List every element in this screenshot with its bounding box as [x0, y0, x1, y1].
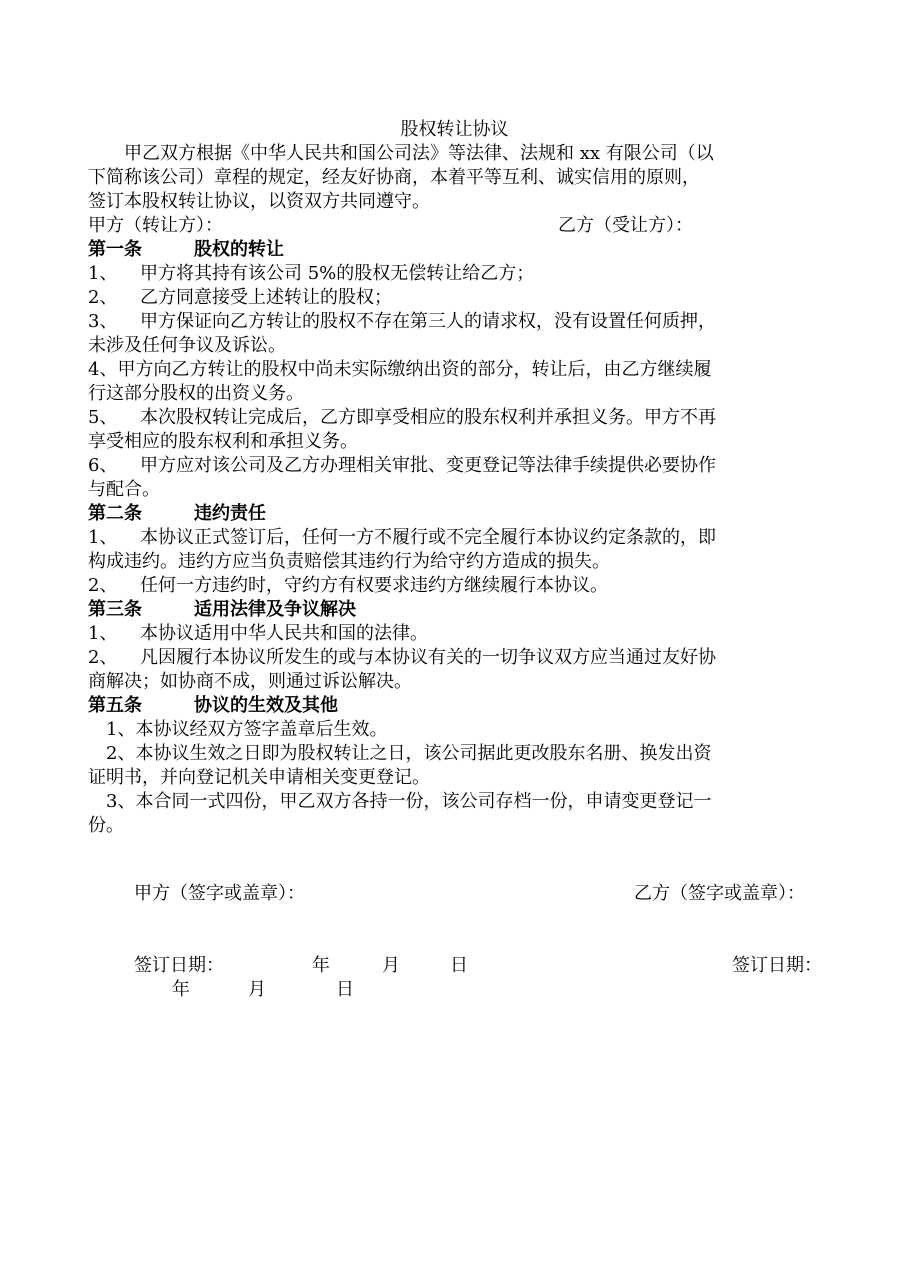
clause — [88, 286, 828, 310]
article-number: 第三条 — [88, 599, 142, 620]
article-number: 第二条 — [88, 503, 142, 524]
clause — [88, 310, 828, 334]
clause-text: 本次股权转让完成后，乙方即享受相应的股东权利并承担义务。甲方不再 — [140, 407, 716, 428]
document-title: 股权转让协议 — [400, 119, 509, 140]
clause-text: 享受相应的股东权利和承担义务。 — [88, 431, 358, 452]
clause-text: 与配合。 — [88, 479, 160, 500]
clause — [88, 262, 828, 286]
party-b-date-month: 月 — [248, 979, 266, 1000]
clause-text: 4、甲方向乙方转让的股权中尚未实际缴纳出资的部分，转让后，由乙方继续履 — [88, 359, 712, 380]
clause-text: 商解决；如协商不成，则通过诉讼解决。 — [88, 671, 412, 692]
clause-number: 6、 — [88, 455, 118, 476]
article-heading — [88, 694, 828, 718]
clause-text: 未涉及任何争议及诉讼。 — [88, 335, 286, 356]
article-title: 违约责任 — [194, 503, 266, 524]
clause — [88, 574, 828, 598]
clause — [88, 406, 828, 430]
party-a-date-day: 日 — [450, 955, 468, 976]
party-a-label: 甲方（转让方）： — [88, 215, 223, 236]
article-title: 股权的转让 — [194, 239, 284, 260]
clause — [88, 526, 828, 550]
preamble-line: 签订本股权转让协议，以资双方共同遵守。 — [88, 191, 430, 212]
clause-number: 2、 — [88, 647, 118, 668]
clause-text: 证明书，并向登记机关申请相关变更登记。 — [88, 767, 430, 788]
clause-text: 甲方保证向乙方转让的股权不存在第三人的请求权，没有设置任何质押， — [140, 311, 716, 332]
preamble-line: 甲乙双方根据《中华人民共和国公司法》等法律、法规和 xx 有限公司（以 — [88, 143, 714, 164]
article-heading — [88, 502, 828, 526]
party-b-date-day: 日 — [336, 979, 354, 1000]
article-heading — [88, 238, 828, 262]
party-b-label: 乙方（受让方）： — [558, 215, 693, 236]
clause — [88, 646, 828, 670]
clause-text: 2、本协议生效之日即为股权转让之日，该公司据此更改股东名册、换发出资 — [88, 743, 712, 764]
clause-text: 凡因履行本协议所发生的或与本协议有关的一切争议双方应当通过友好协 — [140, 647, 716, 668]
party-b-signature-label: 乙方（签字或盖章）： — [634, 883, 805, 904]
article-title: 协议的生效及其他 — [194, 695, 338, 716]
clause-number: 1、 — [88, 527, 118, 548]
clause-number: 2、 — [88, 575, 118, 596]
party-a-date-label: 签订日期： — [134, 955, 224, 976]
clause-text: 本协议正式签订后，任何一方不履行或不完全履行本协议约定条款的，即 — [140, 527, 716, 548]
clause-text: 3、本合同一式四份，甲乙双方各持一份，该公司存档一份，申请变更登记一 — [88, 791, 712, 812]
clause-number: 1、 — [88, 623, 118, 644]
party-a-date-year: 年 — [312, 955, 330, 976]
clause-number: 1、 — [88, 263, 118, 284]
party-a-signature-label: 甲方（签字或盖章）： — [134, 883, 305, 904]
clause — [88, 454, 828, 478]
clause-text: 构成违约。违约方应当负责赔偿其违约行为给守约方造成的损失。 — [88, 551, 610, 572]
preamble-line: 下简称该公司）章程的规定，经友好协商，本着平等互利、诚实信用的原则， — [88, 167, 700, 188]
party-b-date-year: 年 — [172, 979, 190, 1000]
party-b-date-label: 签订日期： — [732, 955, 822, 976]
clause-text: 份。 — [88, 815, 124, 836]
clause-number: 5、 — [88, 407, 118, 428]
clause — [88, 622, 828, 646]
article-heading — [88, 598, 828, 622]
clause-text: 1、本协议经双方签字盖章后生效。 — [88, 719, 388, 740]
clause-text: 本协议适用中华人民共和国的法律。 — [140, 623, 428, 644]
clause-text: 行这部分股权的出资义务。 — [88, 383, 304, 404]
clause-number: 2、 — [88, 287, 118, 308]
party-a-date-month: 月 — [382, 955, 400, 976]
article-number: 第五条 — [88, 695, 142, 716]
clause-text: 乙方同意接受上述转让的股权； — [140, 287, 392, 308]
clause-text: 甲方将其持有该公司 5%的股权无偿转让给乙方； — [140, 263, 535, 284]
article-title: 适用法律及争议解决 — [194, 599, 356, 620]
article-number: 第一条 — [88, 239, 142, 260]
clause-text: 任何一方违约时，守约方有权要求违约方继续履行本协议。 — [140, 575, 608, 596]
clause-text: 甲方应对该公司及乙方办理相关审批、变更登记等法律手续提供必要协作 — [140, 455, 716, 476]
clause-number: 3、 — [88, 311, 118, 332]
